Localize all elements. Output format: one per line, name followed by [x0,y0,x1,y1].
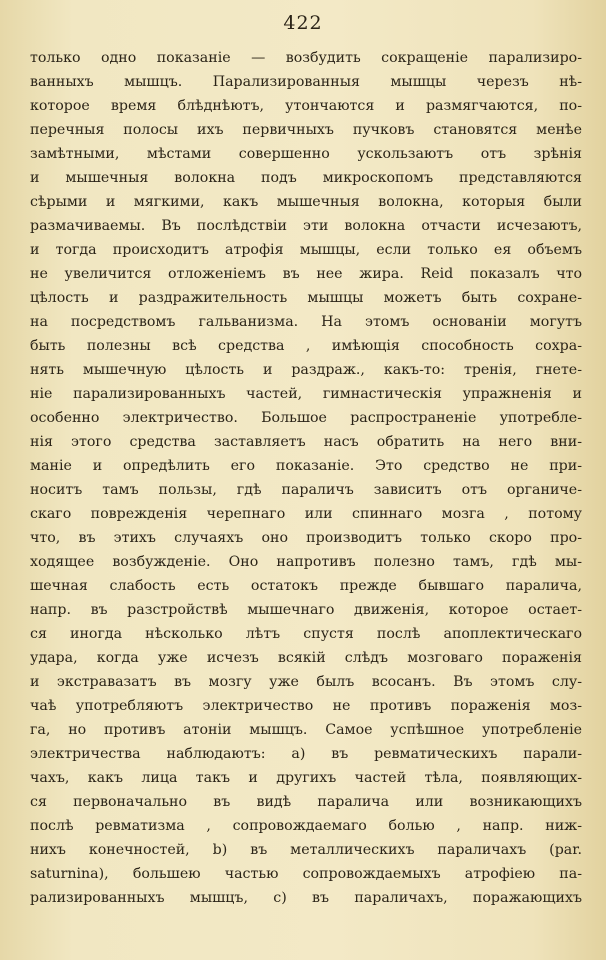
text-line: на посредствомъ гальванизма. На этомъ основаніи могутъ [30,314,582,330]
text-line: особенно электричество. Большое распространеніе употребле- [30,410,582,426]
text-line: напр. въ разстройствѣ мышечнаго движенія, которое остает- [30,602,582,618]
text-line: послѣ ревматизма , сопровождаемаго болью , напр. ниж- [30,818,582,834]
text-line: ходящее возбужденіе. Оно напротивъ полезно тамъ, гдѣ мы- [30,554,582,570]
text-line: и тогда происходитъ атрофія мышцы, если только ея объемъ [30,242,582,258]
text-line: чахъ, какъ лица такъ и другихъ частей тѣла, появляющих- [30,770,582,786]
text-line: чаѣ употребляютъ электричество не противъ пораженія моз- [30,698,582,714]
text-line: saturnina), большею частью сопровождаемыхъ атрофіею па- [30,866,582,882]
text-line: скаго поврежденія черепнаго или спиннаго мозга , потому [30,506,582,522]
text-line: замѣтными, мѣстами совершенно ускользаютъ отъ зрѣнія [30,146,582,162]
text-line: удара, когда уже исчезъ всякій слѣдъ мозговаго пораженія [30,650,582,666]
text-line: и экстравазатъ въ мозгу уже былъ всосанъ. Въ этомъ слу- [30,674,582,690]
text-line: нія этого средства заставляетъ насъ обратить на него вни- [30,434,582,450]
text-line: размачиваемы. Въ послѣдствіи эти волокна отчасти исчезаютъ, [30,218,582,234]
text-line: ніе парализированныхъ частей, гимнастическія упражненія и [30,386,582,402]
text-line: быть полезны всѣ средства , имѣющія способность сохра- [30,338,582,354]
text-line: нять мышечную цѣлость и раздраж., какъ-то: тренія, гнете- [30,362,582,378]
text-line: что, въ этихъ случаяхъ оно производитъ только скоро про- [30,530,582,546]
text-line: цѣлость и раздражительность мышцы можетъ быть сохране- [30,290,582,306]
text-line: сѣрыми и мягкими, какъ мышечныя волокна, которыя были [30,194,582,210]
text-line: ванныхъ мышцъ. Парализированныя мышцы черезъ нѣ- [30,74,582,90]
text-line: шечная слабость есть остатокъ прежде бывшаго паралича, [30,578,582,594]
page-number: 422 [283,12,323,34]
text-line: не увеличится отложеніемъ въ нее жира. Reid показалъ что [30,266,582,282]
text-line: га, но противъ атоніи мышцъ. Самое успѣшное употребленіе [30,722,582,738]
text-line: электричества наблюдаютъ: а) въ ревматическихъ парали- [30,746,582,762]
text-line: перечныя полосы ихъ первичныхъ пучковъ становятся менѣе [30,122,582,138]
text-line: носитъ тамъ пользы, гдѣ параличъ зависитъ отъ органиче- [30,482,582,498]
text-line: маніе и опредѣлить его показаніе. Это средство не при- [30,458,582,474]
text-line: которое время блѣднѣютъ, утончаются и размягчаются, по- [30,98,582,114]
text-line: и мышечныя волокна подъ микроскопомъ представляются [30,170,582,186]
text-line: рализированныхъ мышцъ, c) въ параличахъ, поражающихъ [30,890,582,906]
text-line: ся первоначально въ видѣ паралича или возникающихъ [30,794,582,810]
text-line: ся иногда нѣсколько лѣтъ спустя послѣ апоплектическаго [30,626,582,642]
text-line: нихъ конечностей, b) въ металлическихъ параличахъ (par. [30,842,582,858]
text-line: только одно показаніе — возбудить сокращеніе парализиро- [30,50,582,66]
